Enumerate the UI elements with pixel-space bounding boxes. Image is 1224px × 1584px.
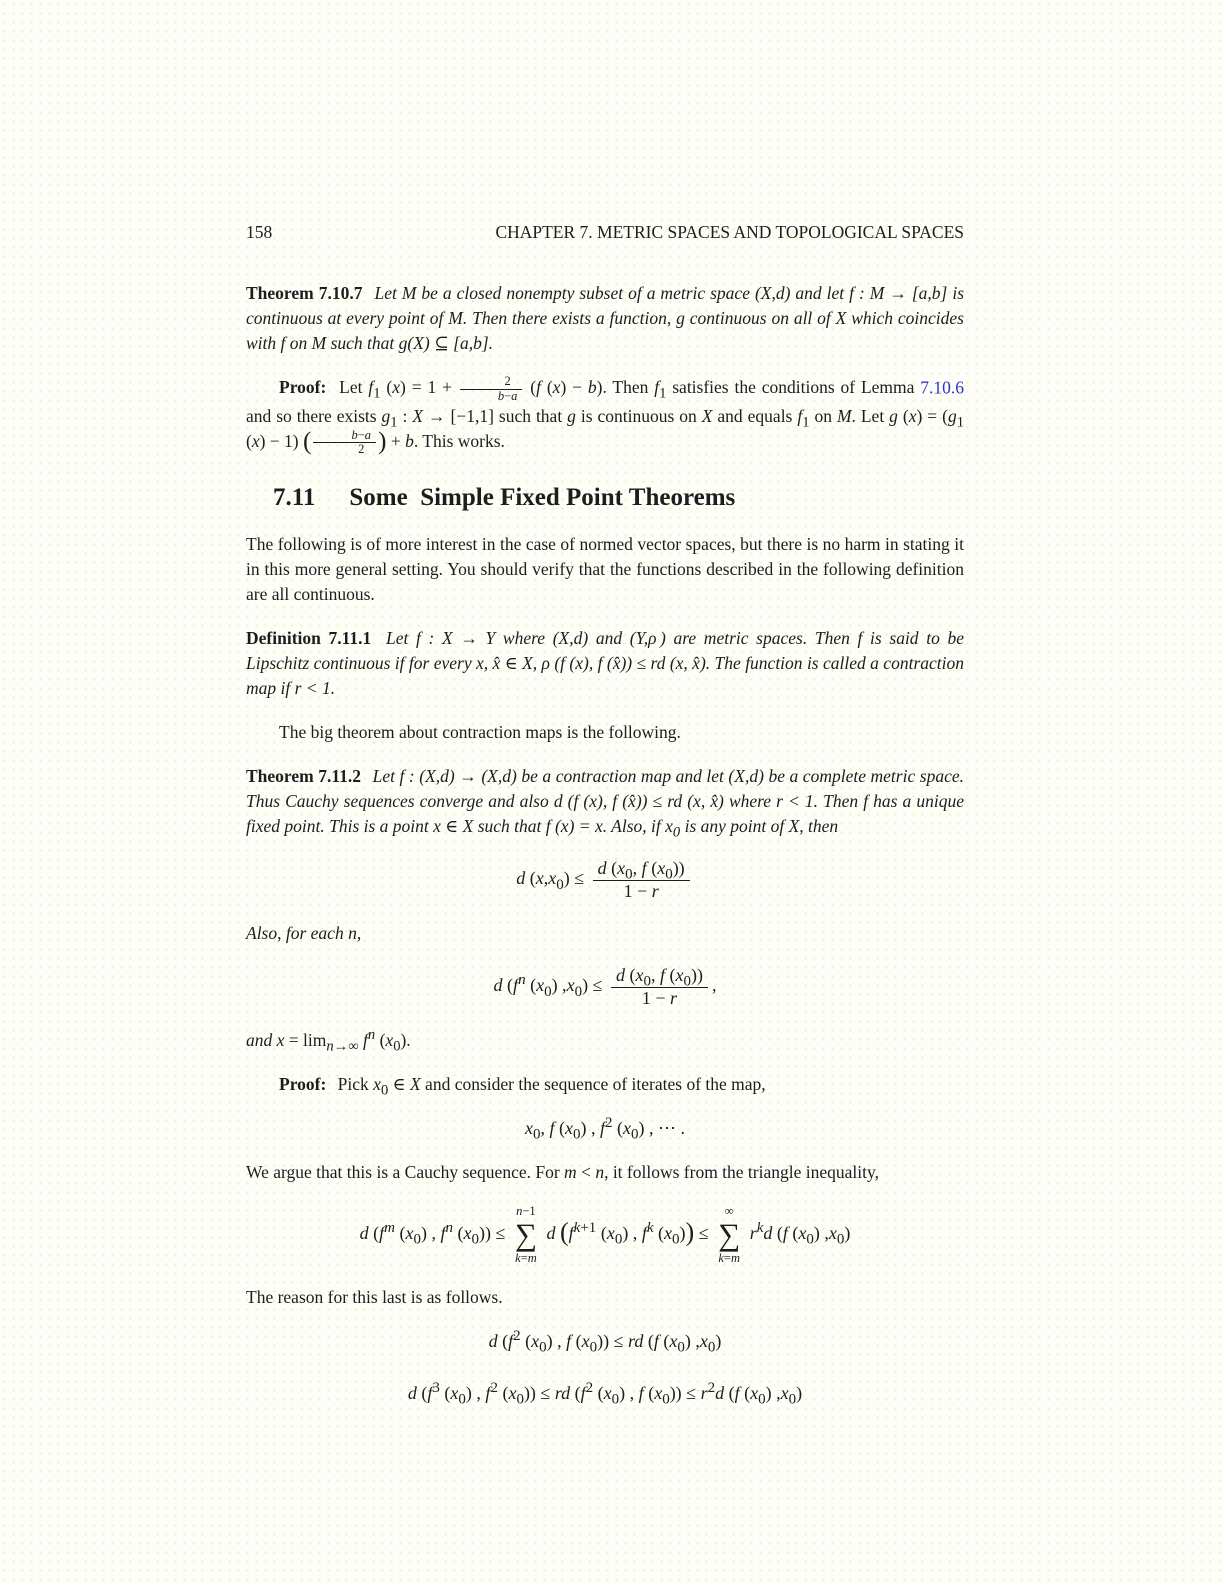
theorem-7-11-2-label: Theorem 7.11.2 <box>246 766 362 786</box>
proof-label: Proof: <box>279 377 327 398</box>
definition-body: Let f : X → Y where (X,d) and (Y,ρ ) are metric spaces. Then f is said to be Lipschitz continuous if for every x, x̂ ∈ X, ρ (f (x), f (x̂)) ≤ rd (x, x̂). The function is called a contraction map if r < 1. <box>246 628 965 698</box>
equation-triangle-inequality: d ($f^m$ $(x_0)$ , $f^n$ $(x_0)$) ≤ n−1 ∑ k=m d ($f^{k+1}$ $(x_0)$ , $f^k$ $(x_0)$) ≤ ∞ ∑ k=m $r^kd$ (f $(x_0)$ $,x_0$) <box>359 1204 851 1266</box>
proof-7-11-2-label: Proof: <box>279 1074 327 1095</box>
theorem-7-11-2 <box>246 764 964 839</box>
section-heading-7-11 <box>246 481 964 514</box>
big-theorem-paragraph: The big theorem about contraction maps is the following. <box>279 722 681 742</box>
proof-text-after-link: and so there exists $g_1$ : X → [−1,1] such that g is continuous on X and equals $f_1$ on M. Let g $(x) = (g_1$ (x) − 1) ( $\frac{b-a}{2}$ ) + b. This works. <box>246 405 964 457</box>
page-header <box>246 220 964 245</box>
limit-paragraph: and $x = \lim_{n\to\infty} f^n$ $(x_0)$. <box>246 1027 411 1055</box>
chapter-title: CHAPTER 7. METRIC SPACES AND TOPOLOGICAL SPACES <box>495 222 964 242</box>
also-for-each-n-paragraph: Also, for each n, <box>246 923 362 944</box>
equation-iterate-bound: d ($f^n$ $(x_0) ,x_0$) ≤ $\frac{d (x_0, f (x_0))}{1 - r}$ , <box>493 965 717 1008</box>
reason-paragraph: The reason for this last is as follows. <box>246 1286 503 1307</box>
proof-7-11-2-body: Pick $x_0$ ∈ X and consider the sequence of iterates of the map, <box>337 1074 766 1099</box>
definition-label: Definition 7.11.1 <box>246 628 372 648</box>
page-number: 158 <box>246 222 273 242</box>
cauchy-paragraph: We argue that this is a Cauchy sequence. For m < n, it follows from the triangle inequality, <box>246 1162 879 1183</box>
proof-7-11-2 <box>246 1072 964 1097</box>
lemma-7-10-6-link[interactable]: 7.10.6 <box>920 377 965 398</box>
section-number: 7.11 <box>273 484 316 511</box>
equation-contraction-step-1: d ($f^2$ $(x_0)$ , f $(x_0)$) ≤ rd (f $(x_0)$ $,x_0$) <box>488 1327 722 1356</box>
equation-contraction-step-2: d ($f^3$ $(x_0)$ , $f^2$ $(x_0)$) ≤ rd ($f^2$ $(x_0)$ , f $(x_0)) \le r^2d$ (f $(x_0)$ $,x_0$) <box>407 1379 803 1408</box>
proof-7-10-7 <box>246 375 964 457</box>
theorem-7-11-2-body: Let f : (X,d) → (X,d) be a contraction map and let (X,d) be a complete metric space. Thus Cauchy sequences converge and also d (f (x), f (x̂)) ≤ rd (x, x̂) where r < 1. Then f has a unique fixed point. This is a point x ∈ X such that f (x) = x. Also, if $x_0$ is any point of X, then <box>246 766 964 841</box>
intro-paragraph: The following is of more interest in the case of normed vector spaces, but there is no harm in stating it in this more general setting. You should verify that the functions described in the following definition are all continuous. <box>246 534 964 604</box>
section-title: Some Simple Fixed Point Theorems <box>349 484 736 511</box>
definition-7-11-1 <box>246 626 964 701</box>
equation-iterates-sequence: $x_0$, f $(x_0)$ , $f^2$ $(x_0)$ , ⋯ . <box>524 1115 686 1143</box>
proof-text-before-link: Let $f_1$ (x) = 1 + $\frac{2}{b-a}$ (f (x) − b). Then $f_1$ satisfies the conditions of Lemma <box>339 374 915 403</box>
theorem-7-10-7 <box>246 281 964 356</box>
theorem-7-10-7-label: Theorem 7.10.7 <box>246 283 363 303</box>
theorem-7-10-7-body: Let M be a closed nonempty subset of a metric space (X,d) and let f : M → [a,b] is continuous at every point of M. Then there exists a function, g continuous on all of X which coincides with f on M such that g(X) ⊆ [a,b]. <box>246 283 965 353</box>
equation-fixed-point-bound: d $(x,x_0)$ ≤ $\frac{d (x_0, f (x_0))}{1 - r}$ <box>246 858 964 902</box>
